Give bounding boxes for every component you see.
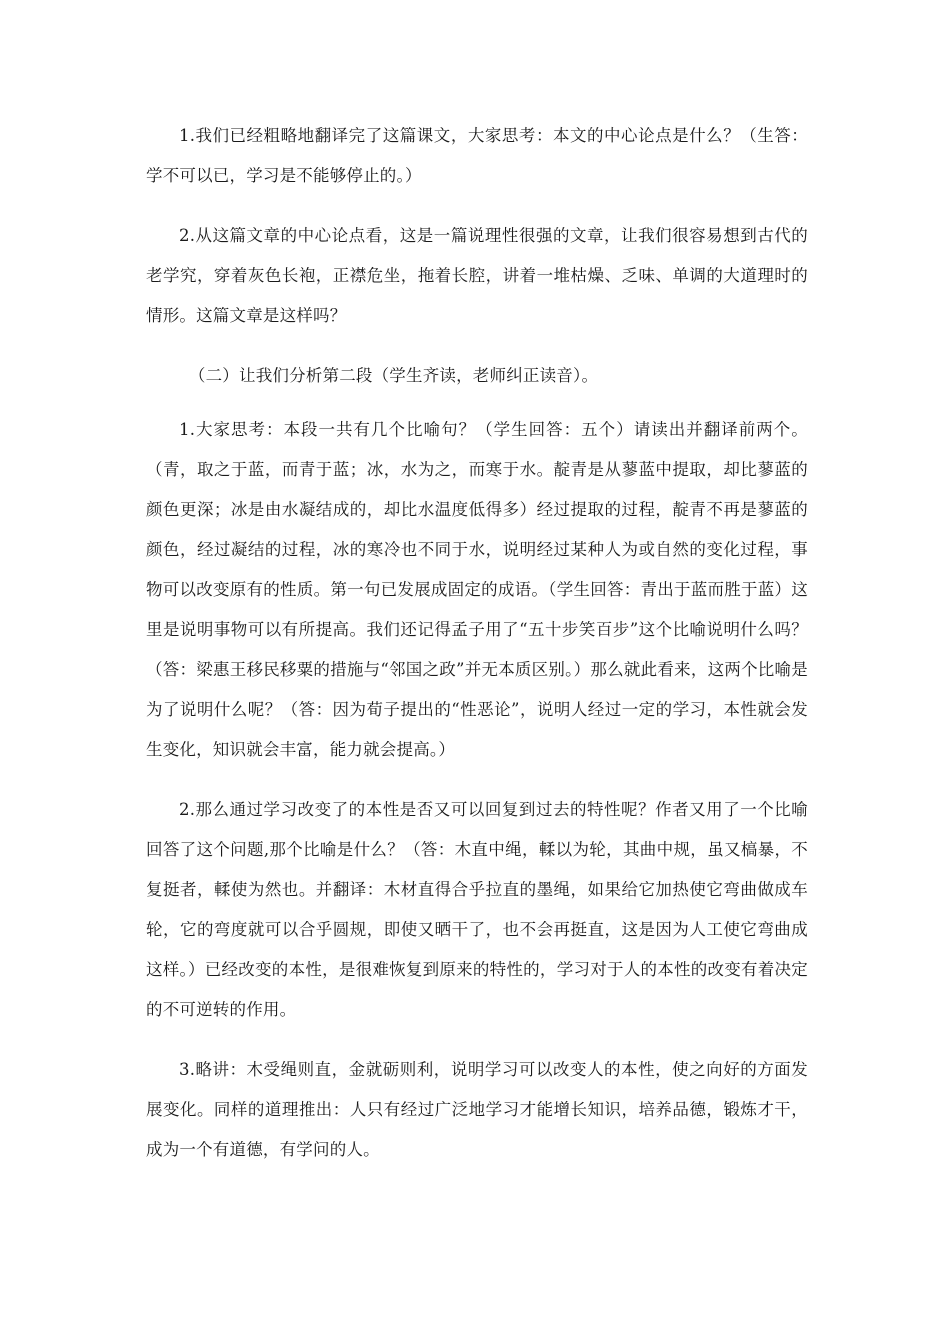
- paragraph-2: 2.从这篇文章的中心论点看，这是一篇说理性很强的文章，让我们很容易想到古代的老学究，穿着灰色长袍，正襟危坐，拖着长腔，讲着一堆枯燥、乏味、单调的大道理时的情形。这篇文章是这样吗？: [146, 226, 808, 325]
- paragraph-3: 1.大家思考：本段一共有几个比喻句？（学生回答：五个）请读出并翻译前两个。（青，取之于蓝，而青于蓝；冰，水为之，而寒于水。靛青是从蓼蓝中提取，却比蓼蓝的颜色更深；冰是由水凝结成的，却比水温度低得多）经过提取的过程，靛青不再是蓼蓝的颜色，经过凝结的过程，冰的寒冷也不同于水，说明经过某种人为或自然的变化过程，事物可以改变原有的性质。第一句已发展成固定的成语。（学生回答：青出于蓝而胜于蓝）这里是说明事物可以有所提高。我们还记得孟子用了“五十步笑百步”这个比喻说明什么吗？（答：梁惠王移民移粟的措施与“邻国之政”并无本质区别。）那么就此看来，这两个比喻是为了说明什么呢？（答：因为荀子提出的“性恶论”，说明人经过一定的学习，本性就会发生变化，知识就会丰富，能力就会提高。）: [146, 420, 808, 759]
- paragraph-gap: [146, 770, 808, 790]
- paragraph-4: 2.那么通过学习改变了的本性是否又可以回复到过去的特性呢？作者又用了一个比喻回答了这个问题,那个比喻是什么？（答：木直中绳，輮以为轮，其曲中规，虽又槁暴，不复挺者，輮使为然也。并翻译：木材直得合乎拉直的墨绳，如果给它加热使它弯曲做成车轮，它的弯度就可以合乎圆规，即使又晒干了，也不会再挺直，这是因为人工使它弯曲成这样。）已经改变的本性，是很难恢复到原来的特性的，学习对于人的本性的改变有着决定的不可逆转的作用。: [146, 800, 808, 1019]
- paragraph-gap: [146, 336, 808, 356]
- paragraph-gap: [146, 1030, 808, 1050]
- section-heading: （二）让我们分析第二段（学生齐读，老师纠正读音）。: [188, 366, 599, 385]
- paragraph-gap: [146, 396, 808, 410]
- paragraph-5: 3.略讲：木受绳则直，金就砺则利，说明学习可以改变人的本性，使之向好的方面发展变化。同样的道理推出：人只有经过广泛地学习才能增长知识，培养品德，锻炼才干，成为一个有道德，有学问的人。: [146, 1060, 808, 1159]
- document-page: [146, 116, 808, 1170]
- paragraph-1: 1.我们已经粗略地翻译完了这篇课文，大家思考：本文的中心论点是什么？（生答：学不可以已，学习是不能够停止的。）: [146, 126, 808, 185]
- paragraph-gap: [146, 196, 808, 216]
